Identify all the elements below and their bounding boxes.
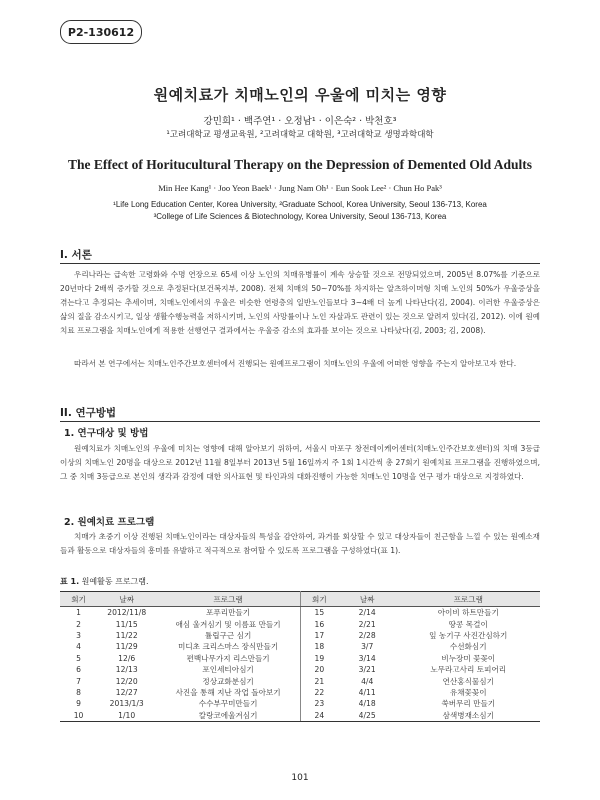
cell-date: 4/25	[338, 710, 397, 722]
cell-session: 18	[314, 642, 325, 652]
cell-session: 3	[76, 630, 81, 640]
cell-session: 20	[314, 665, 325, 675]
cell-date: 4/4	[361, 676, 374, 686]
table-row	[60, 675, 540, 686]
section-heading-methods: II. 연구방법	[60, 407, 117, 419]
cell-session: 2	[76, 619, 81, 629]
cell-session: 8	[76, 687, 81, 697]
methods-paragraph-2	[60, 530, 540, 558]
cell-session: 23	[314, 699, 325, 709]
section-divider	[60, 263, 540, 264]
header-program: 프로그램	[396, 592, 540, 607]
table-row	[60, 630, 540, 641]
table-caption-label: 표 1.	[60, 577, 80, 586]
intro-paragraph-1-text: 우리나라는 급속한 고령화와 수명 연장으로 65세 이상 노인의 치매유병률이 계속 상승할 것으로 전망되었으며, 2005년 8.07%를 기준으로 20년마다 2배씩 증가할 것으로 추정된다(보건복지부, 2008). 전체 치매의 50~70%를 차지하는 알츠하이머형 치매 노인의 50%가 우울증상을 겪는다고 추정되는 추세이며, 치매노인에서의 우울은 비슷한 연령층의 일반노인들보다 3~4배 더 높게 나타난다(김, 2004). 이러한 우울증상은 삶의 질을 감소시키고, 일상 생활수행능력을 저하시키며, 노인의 사망률이나 노인 자살과도 관련이 있는 것으로 알려져 있다(김, 2012). 이에 원예치료 프로그램을 치매노인에게 적용한 선행연구 결과에서는 우울증 감소의 효과를 보이는 것으로 나타났다(김, 2003; 김, 2008).	[60, 270, 540, 335]
korean-affiliations: ¹고려대학교 평생교육원, ²고려대학교 대학원, ³고려대학교 생명과학대학	[166, 130, 434, 140]
cell-date: 2/14	[358, 608, 376, 618]
page-number: 101	[291, 773, 309, 783]
table-header-row	[60, 592, 540, 607]
table-row	[60, 664, 540, 675]
cell-session: 1	[76, 608, 81, 618]
cell-session: 19	[314, 653, 325, 663]
korean-authors: 강민희¹ · 백주연¹ · 오정남¹ · 이은숙² · 박천호³	[203, 116, 397, 127]
header-session: 회기	[300, 592, 338, 607]
cell-date: 2012/11/8	[107, 608, 147, 618]
methods-paragraph-1-text: 원예치료가 치매노인의 우울에 미치는 영향에 대해 알아보기 위하여, 서울시 마포구 창전데이케어센터(치매노인주간보호센터)의 치매 3등급 이상의 치매노인 20명을 대상으로 2012년 11월 8일부터 2013년 5월 16일까지 주 1회 1시간씩 총 27회기 원예치료 프로그램을 진행하였으며, 그 중 치매 3등급으로 본인의 생각과 감정에 대한 의사표현 및 타인과의 대화진행이 가능한 치매노인 10명을 연구 평가 대상으로 지정하였다.	[60, 444, 540, 481]
methods-paragraph-2-text: 치매가 초중기 이상 진행된 치매노인이라는 대상자들의 특성을 감안하여, 과거를 회상할 수 있고 대상자들이 친근함을 느낄 수 있는 원예소재들과 활동으로 대상자들의 흥미를 유발하고 적극적으로 참여할 수 있도록 프로그램을 구성하였다(표 1).	[60, 532, 540, 555]
cell-program: 삼색병재소심기	[396, 710, 540, 722]
cell-program: 수수부꾸미만들기	[156, 698, 300, 709]
table-row	[60, 710, 540, 722]
cell-program: 노무라고사리 토피어리	[430, 665, 507, 675]
cell-date: 3/21	[358, 665, 376, 675]
table-body	[60, 607, 540, 722]
cell-date: 3/7	[361, 642, 374, 652]
program-table	[60, 591, 540, 722]
cell-program: 포인세티아심기	[156, 664, 300, 675]
cell-program: 애심 울겨심기 및 이름표 만들기	[156, 618, 300, 629]
cell-program: 쑥버무리 만들기	[441, 699, 496, 709]
cell-program: 연산홍식물심기	[442, 676, 494, 686]
table-row	[60, 687, 540, 698]
intro-paragraph-1	[60, 268, 540, 338]
cell-session: 5	[76, 653, 81, 663]
table-caption	[60, 576, 149, 587]
cell-date: 1/10	[97, 710, 156, 722]
cell-date: 11/29	[115, 642, 138, 652]
table-row	[60, 698, 540, 709]
cell-session: 17	[314, 630, 325, 640]
section-divider	[60, 421, 540, 422]
intro-paragraph-2	[60, 357, 540, 371]
cell-session: 6	[76, 665, 81, 675]
cell-program: 유채꽃꽂이	[449, 687, 487, 697]
cell-program: 편백나무가지 리스만들기	[156, 653, 300, 664]
table-caption-text: 원예활동 프로그램.	[79, 577, 149, 586]
intro-paragraph-2-text: 따라서 본 연구에서는 치매노인주간보호센터에서 진행되는 원예프로그램이 치매노인의 우울에 어떠한 영향을 주는지 알아보고자 한다.	[74, 359, 517, 368]
cell-session: 24	[300, 710, 338, 722]
cell-program: 튤립구근 심기	[156, 630, 300, 641]
header-program: 프로그램	[156, 592, 300, 607]
table-row	[60, 607, 540, 619]
section-heading-introduction: I. 서론	[60, 249, 92, 261]
abstract-id-badge: P2-130612	[60, 20, 142, 44]
cell-date: 2013/1/3	[109, 699, 144, 709]
cell-date: 12/6	[118, 653, 136, 663]
cell-date: 2/28	[358, 630, 376, 640]
subheading-horticultural-program: 2. 원예치료 프로그램	[64, 517, 155, 528]
cell-program: 정상교화분심기	[156, 675, 300, 686]
cell-program: 잎 농기구 사진간심하기	[429, 630, 508, 640]
cell-date: 11/22	[115, 630, 138, 640]
header-date: 날짜	[338, 592, 397, 607]
cell-date: 2/21	[358, 619, 376, 629]
cell-session: 15	[314, 608, 325, 618]
cell-date: 12/20	[115, 676, 138, 686]
cell-program: 비누장미 꽃꽂이	[441, 653, 496, 663]
cell-program: 포푸리만들기	[156, 607, 300, 619]
table-row	[60, 618, 540, 629]
cell-program: 사진을 통해 지난 작업 돌아보기	[156, 687, 300, 698]
cell-session: 22	[314, 687, 325, 697]
cell-date: 11/15	[115, 619, 138, 629]
cell-date: 12/27	[115, 687, 138, 697]
cell-date: 4/18	[358, 699, 376, 709]
cell-program: 미디초 크리스마스 장식만들기	[156, 641, 300, 652]
cell-program: 아이비 하트만들기	[437, 608, 499, 618]
english-affiliation-line-1: ¹Life Long Education Center, Korea University, ²Graduate School, Korea University, Seoul 136-713, Korea	[113, 200, 487, 209]
cell-session: 4	[76, 642, 81, 652]
cell-session: 21	[314, 676, 325, 686]
header-session: 회기	[60, 592, 97, 607]
english-authors: Min Hee Kang¹ · Joo Yeon Baek¹ · Jung Nam Oh¹ · Eun Sook Lee² · Chun Ho Pak³	[158, 183, 442, 193]
table-row	[60, 653, 540, 664]
korean-title: 원예치료가 치매노인의 우울에 미치는 영향	[153, 86, 447, 104]
cell-date: 3/14	[358, 653, 376, 663]
cell-session: 7	[76, 676, 81, 686]
cell-program: 수선화심기	[449, 642, 487, 652]
subheading-subjects-methods: 1. 연구대상 및 방법	[64, 428, 149, 439]
header-date: 날짜	[97, 592, 156, 607]
cell-session: 10	[60, 710, 97, 722]
cell-session: 9	[76, 699, 81, 709]
cell-date: 12/13	[115, 665, 138, 675]
cell-date: 4/11	[358, 687, 376, 697]
cell-program: 땅콩 목걸이	[448, 619, 488, 629]
cell-program: 칼랑코에울겨심기	[156, 710, 300, 722]
table-row	[60, 641, 540, 652]
english-title: The Effect of Horitucultural Therapy on the Depression of Demented Old Adults	[67, 157, 533, 172]
english-affiliation-line-2: ³College of Life Sciences & Biotechnology, Korea University, Seoul 136-713, Korea	[153, 212, 447, 221]
methods-paragraph-1	[60, 442, 540, 484]
cell-session: 16	[314, 619, 325, 629]
